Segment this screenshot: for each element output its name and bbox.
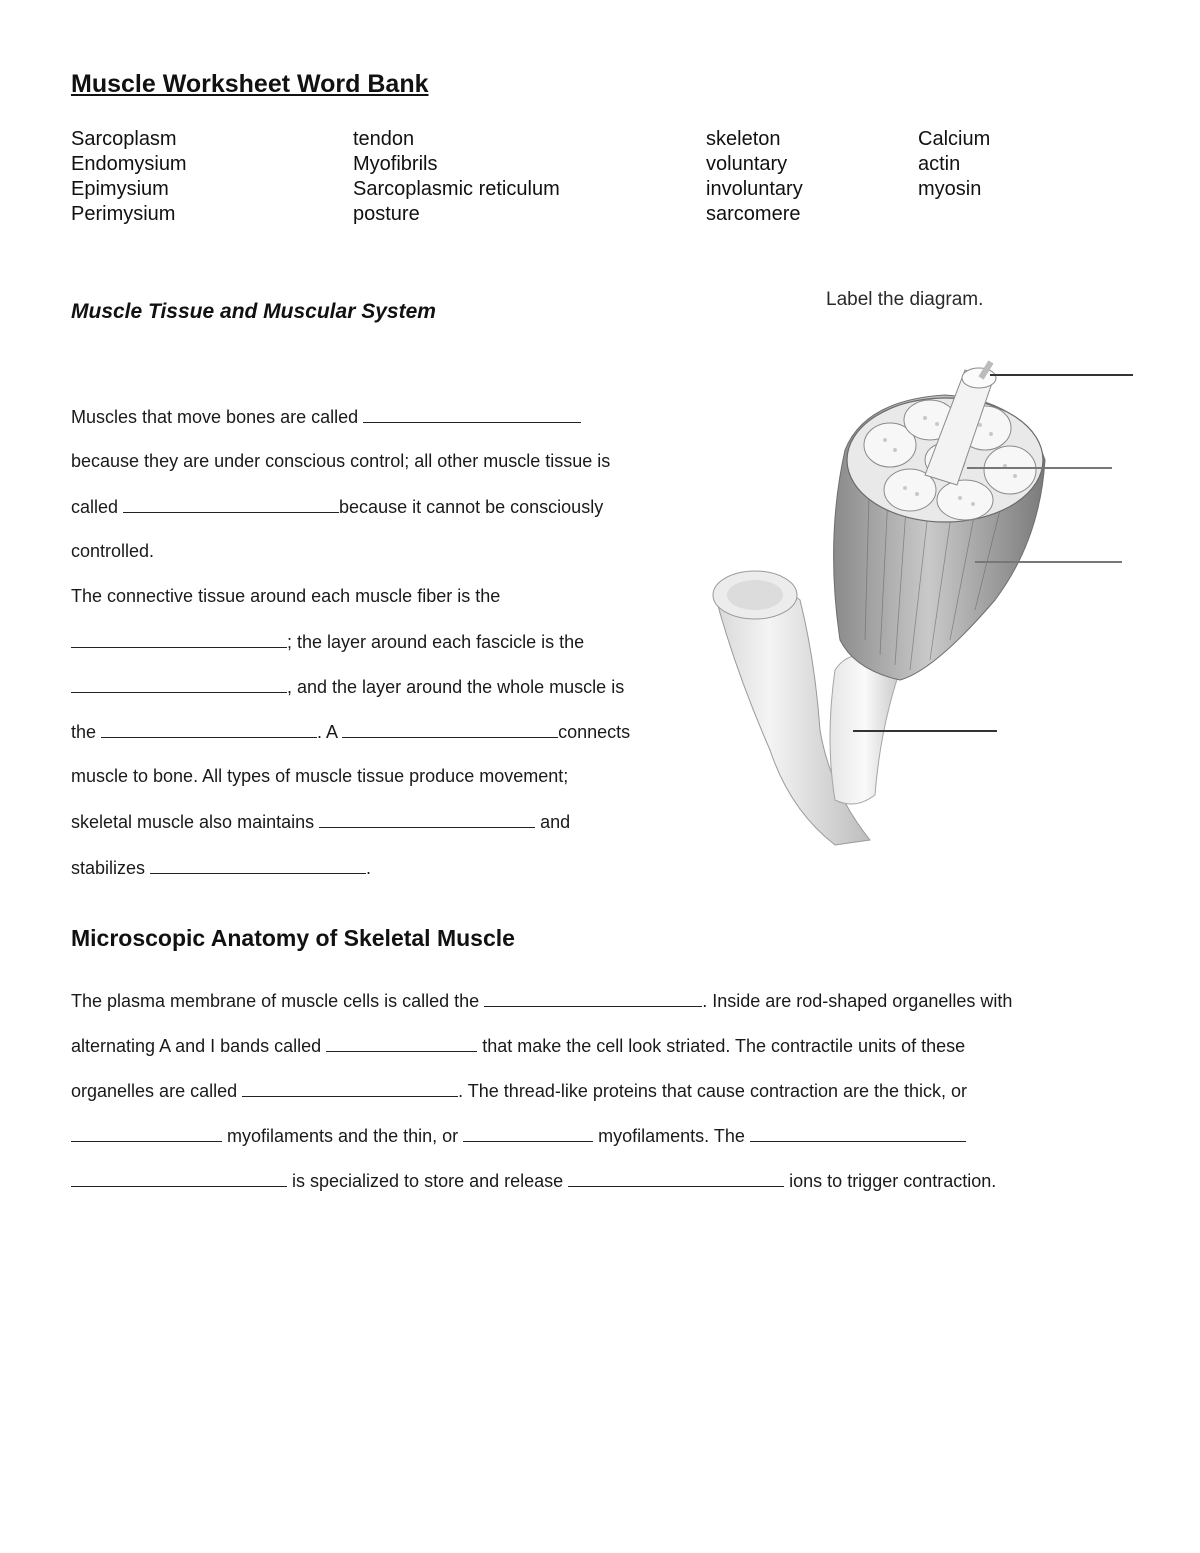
paragraph-line: stabilizes . (71, 858, 372, 878)
word-bank-item: Sarcoplasmic reticulum (353, 178, 560, 200)
paragraph-line: controlled. (71, 541, 155, 561)
answer-blank[interactable] (101, 721, 317, 738)
word-bank-column-3 (706, 127, 803, 227)
section-heading-muscle-tissue: Muscle Tissue and Muscular System (71, 300, 436, 323)
word-bank-item: Myofibrils (353, 153, 438, 175)
paragraph-line: ; the layer around each fascicle is the (71, 631, 584, 653)
answer-blank[interactable] (123, 496, 339, 513)
word-bank-item: tendon (353, 128, 415, 150)
answer-blank[interactable] (71, 676, 287, 693)
paragraph-line: The connective tissue around each muscle fiber is the (71, 586, 501, 606)
answer-blank[interactable] (242, 1080, 458, 1097)
paragraph-line: muscle to bone. All types of muscle tissue produce movement; (71, 766, 569, 786)
answer-blank[interactable] (71, 631, 287, 648)
paragraph-line: the . A connects (71, 722, 631, 742)
answer-blank[interactable] (71, 1170, 287, 1187)
answer-blank[interactable] (150, 857, 366, 874)
word-bank-item: involuntary (706, 178, 803, 200)
paragraph-line: The plasma membrane of muscle cells is called the . Inside are rod-shaped organelles with (71, 991, 1013, 1011)
word-bank-column-2 (353, 127, 560, 227)
answer-blank[interactable] (326, 1035, 477, 1052)
word-bank-item: actin (918, 153, 961, 175)
section-heading-microscopic-anatomy: Microscopic Anatomy of Skeletal Muscle (71, 925, 515, 951)
word-bank-item: skeleton (706, 128, 781, 150)
answer-blank[interactable] (342, 721, 558, 738)
answer-blank[interactable] (363, 406, 581, 423)
answer-blank[interactable] (71, 1125, 222, 1142)
diagram-instruction: Label the diagram. (826, 289, 984, 310)
word-bank-item: myosin (918, 178, 982, 200)
paragraph-line: alternating A and I bands called that make the cell look striated. The contractile units of these (71, 1036, 966, 1056)
answer-blank[interactable] (484, 990, 702, 1007)
paragraph-line: , and the layer around the whole muscle is (71, 676, 624, 698)
paragraph-line: Muscles that move bones are called (71, 406, 581, 428)
paragraph-line: called because it cannot be consciously (71, 497, 604, 517)
muscle-anatomy-diagram (695, 340, 1145, 855)
word-bank-column-1 (71, 127, 187, 227)
word-bank-item: Endomysium (71, 153, 187, 175)
word-bank-item: voluntary (706, 153, 788, 175)
paragraph-line: skeletal muscle also maintains and (71, 812, 571, 832)
word-bank-column-4 (918, 127, 990, 202)
answer-blank[interactable] (463, 1125, 593, 1142)
paragraph-line: is specialized to store and release ions to trigger contraction. (71, 1170, 996, 1192)
answer-blank[interactable] (568, 1170, 784, 1187)
page-title: Muscle Worksheet Word Bank (71, 70, 429, 98)
answer-blank[interactable] (319, 811, 535, 828)
paragraph-line: myofilaments and the thin, or myofilaments. The (71, 1125, 966, 1147)
word-bank-item: Calcium (918, 128, 991, 150)
paragraph-line: organelles are called . The thread-like proteins that cause contraction are the thick, or (71, 1081, 968, 1101)
paragraph-line: because they are under conscious control; all other muscle tissue is (71, 451, 611, 471)
answer-blank[interactable] (750, 1125, 966, 1142)
word-bank-item: Perimysium (71, 203, 176, 225)
word-bank-item: Epimysium (71, 178, 169, 200)
word-bank-item: Sarcoplasm (71, 128, 177, 150)
word-bank-item: posture (353, 203, 420, 225)
word-bank-item: sarcomere (706, 203, 801, 225)
